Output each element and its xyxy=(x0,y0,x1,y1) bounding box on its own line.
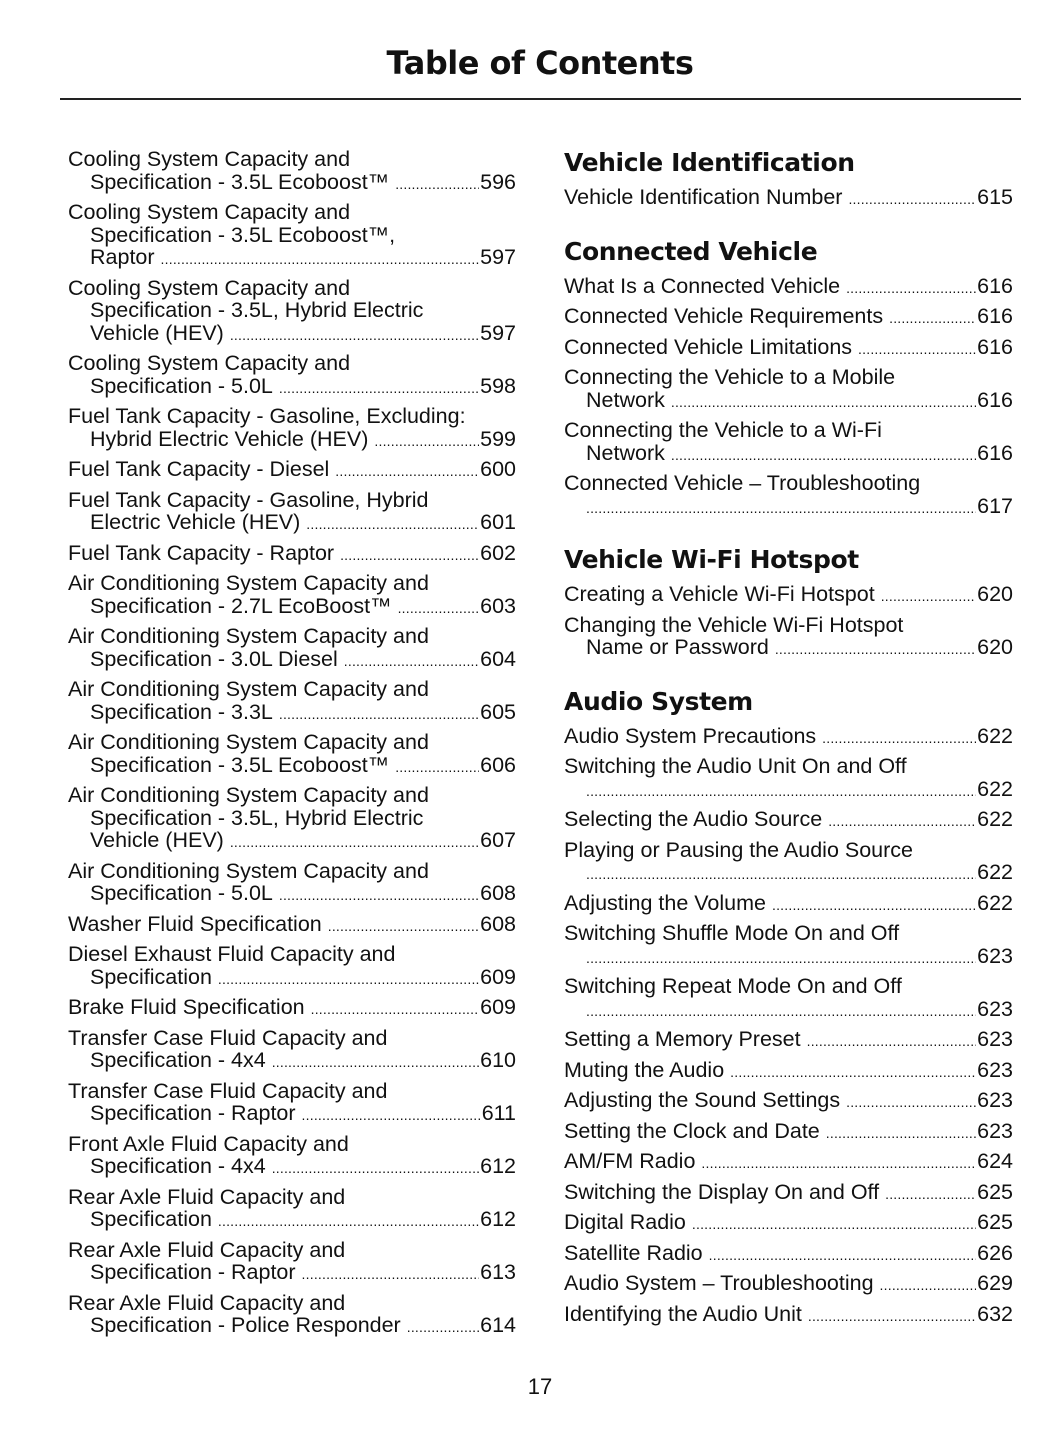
toc-entry[interactable] xyxy=(68,1133,516,1180)
toc-entry[interactable] xyxy=(564,1242,1013,1267)
dot-leader xyxy=(701,1150,976,1175)
toc-entry[interactable] xyxy=(564,366,1013,413)
toc-page-number: 622 xyxy=(977,890,1013,915)
toc-entry-text: Switching Shuffle Mode On and Off xyxy=(564,921,900,945)
toc-entry[interactable] xyxy=(68,1239,516,1286)
dot-leader xyxy=(279,701,479,726)
dot-leader xyxy=(161,246,480,271)
toc-entry-line xyxy=(564,442,1013,467)
toc-entry-line xyxy=(564,336,1013,361)
toc-entry-text: Specification - 5.0L xyxy=(90,881,273,905)
toc-entry[interactable] xyxy=(68,731,516,778)
toc-entry-line xyxy=(564,892,1013,917)
toc-page-number: 614 xyxy=(480,1313,516,1337)
toc-entry-line xyxy=(68,171,516,196)
dot-leader xyxy=(302,1102,481,1127)
toc-page-number: 622 xyxy=(977,860,1013,884)
toc-entry[interactable] xyxy=(564,1120,1013,1145)
page-number: 17 xyxy=(527,1374,553,1399)
toc-entry-line xyxy=(564,861,1013,886)
dot-leader xyxy=(822,725,976,750)
dot-leader xyxy=(335,458,479,483)
toc-page-number: 607 xyxy=(480,828,516,852)
dot-leader xyxy=(828,808,976,833)
toc-entry-line xyxy=(564,1242,1013,1267)
toc-entry-line xyxy=(68,542,516,567)
dot-leader xyxy=(272,1155,479,1180)
toc-entry[interactable] xyxy=(68,860,516,907)
toc-page-number: 611 xyxy=(481,1101,516,1125)
dot-leader xyxy=(218,1208,479,1233)
toc-entry-text: Switching the Display On and Off xyxy=(564,1179,880,1204)
toc-page-number: 626 xyxy=(977,1240,1013,1265)
toc-page-number: 609 xyxy=(480,964,516,989)
toc-entry-text: Cooling System Capacity and xyxy=(68,200,351,224)
toc-entry-text: Fuel Tank Capacity - Raptor xyxy=(68,540,335,565)
toc-entry-line xyxy=(68,458,516,483)
toc-entry-line xyxy=(564,725,1013,750)
toc-page-number: 598 xyxy=(480,373,516,398)
dot-leader xyxy=(340,542,479,567)
toc-entry[interactable] xyxy=(68,458,516,483)
section-heading: Connected Vehicle xyxy=(564,236,818,266)
toc-entry-text: Connected Vehicle – Troubleshooting xyxy=(564,471,921,495)
toc-entry-text: Rear Axle Fluid Capacity and xyxy=(68,1237,346,1262)
dot-leader xyxy=(772,892,976,917)
toc-entry[interactable] xyxy=(564,614,1013,661)
toc-entry-text: Selecting the Audio Source xyxy=(564,807,823,831)
toc-page-number: 597 xyxy=(480,320,516,345)
toc-entry[interactable] xyxy=(564,1059,1013,1084)
toc-entry-line xyxy=(68,322,516,347)
toc-entry-text: Identifying the Audio Unit xyxy=(564,1301,802,1326)
toc-entry-text: Specification xyxy=(90,964,212,989)
toc-page-number: 613 xyxy=(480,1260,516,1284)
toc-entry-line xyxy=(68,1049,516,1074)
toc-entry[interactable] xyxy=(68,784,516,854)
toc-entry[interactable] xyxy=(68,913,516,938)
toc-entry-text: Specification xyxy=(90,1207,212,1231)
toc-entry-text: Cooling System Capacity and xyxy=(68,275,351,300)
toc-entry-text: AM/FM Radio xyxy=(564,1149,696,1173)
section-heading: Vehicle Wi-Fi Hotspot xyxy=(564,545,859,574)
toc-entry-text: Adjusting the Sound Settings xyxy=(564,1088,841,1112)
dot-leader xyxy=(858,336,976,361)
toc-entry[interactable] xyxy=(564,755,1013,802)
toc-page-number: 620 xyxy=(977,635,1013,659)
toc-entry-line xyxy=(564,389,1013,414)
dot-leader xyxy=(302,1261,480,1286)
toc-page-number: 608 xyxy=(480,911,516,936)
toc-entry[interactable] xyxy=(564,1211,1013,1236)
dot-leader xyxy=(230,322,479,347)
toc-entry-text: Air Conditioning System Capacity and xyxy=(68,677,429,701)
toc-entry-line xyxy=(68,511,516,536)
toc-entry-text: Network xyxy=(586,387,665,412)
toc-entry[interactable] xyxy=(564,808,1013,833)
toc-entry[interactable] xyxy=(564,186,1013,211)
toc-entry[interactable] xyxy=(68,201,516,271)
dot-leader xyxy=(730,1059,976,1084)
dot-leader xyxy=(889,305,976,330)
toc-entry-line xyxy=(564,1211,1013,1236)
toc-entry-text: Specification - 3.5L Ecoboost™ xyxy=(90,752,390,777)
toc-entry-line xyxy=(564,1089,1013,1114)
dot-leader xyxy=(881,583,976,608)
dot-leader xyxy=(586,495,976,520)
toc-entry-text: Vehicle (HEV) xyxy=(90,828,224,852)
dot-leader xyxy=(279,375,479,400)
toc-entry-line xyxy=(68,966,516,991)
toc-entry-text: Cooling System Capacity and xyxy=(68,147,351,171)
toc-page-number: 622 xyxy=(977,807,1013,831)
dot-leader xyxy=(395,754,479,779)
toc-page-number: 616 xyxy=(977,440,1013,465)
toc-entry-text: Hybrid Electric Vehicle (HEV) xyxy=(90,426,369,451)
toc-page-number: 620 xyxy=(977,582,1013,606)
toc-entry-text: Transfer Case Fluid Capacity and xyxy=(68,1078,388,1103)
toc-page-number: 601 xyxy=(480,510,516,534)
toc-entry[interactable] xyxy=(68,678,516,725)
toc-entry-text: Fuel Tank Capacity - Gasoline, Excluding: xyxy=(68,404,466,428)
toc-page-number: 597 xyxy=(480,245,516,269)
dot-leader xyxy=(586,778,976,803)
toc-entry-text: Brake Fluid Specification xyxy=(68,995,305,1019)
toc-entry-line xyxy=(564,1150,1013,1175)
toc-entry-text: Diesel Exhaust Fluid Capacity and xyxy=(68,942,396,966)
toc-entry-text: Network xyxy=(586,440,665,465)
toc-entry-text: Digital Radio xyxy=(564,1210,686,1234)
toc-entry[interactable] xyxy=(68,1292,516,1339)
toc-entry-text: Specification - 4x4 xyxy=(90,1154,266,1178)
toc-page-number: 625 xyxy=(977,1210,1013,1234)
toc-entry[interactable] xyxy=(564,892,1013,917)
toc-entry-text: Transfer Case Fluid Capacity and xyxy=(68,1025,388,1050)
toc-entry-text: Specification - 3.5L Ecoboost™ xyxy=(90,169,390,194)
dot-leader xyxy=(395,171,479,196)
toc-entry-line xyxy=(564,1181,1013,1206)
toc-entry[interactable] xyxy=(68,352,516,399)
toc-entry-text: Air Conditioning System Capacity and xyxy=(68,624,429,648)
toc-entry[interactable] xyxy=(68,625,516,672)
toc-entry-text: Audio System – Troubleshooting xyxy=(564,1271,874,1295)
toc-entry-line xyxy=(564,495,1013,520)
toc-page-number: 616 xyxy=(977,273,1013,298)
toc-entry-line xyxy=(564,636,1013,661)
toc-entry-line xyxy=(564,1303,1013,1328)
dot-leader xyxy=(846,275,976,300)
dot-leader xyxy=(407,1314,479,1339)
toc-entry-text: Rear Axle Fluid Capacity and xyxy=(68,1290,346,1315)
toc-page-number: 606 xyxy=(480,752,516,777)
toc-entry-line xyxy=(564,808,1013,833)
toc-entry[interactable] xyxy=(564,336,1013,361)
toc-entry-text: Specification - 3.0L Diesel xyxy=(90,646,338,671)
toc-entry-line xyxy=(564,186,1013,211)
section-heading: Vehicle Identification xyxy=(564,148,855,177)
toc-page-number: 623 xyxy=(977,1057,1013,1082)
toc-entry[interactable] xyxy=(564,583,1013,608)
toc-entry-text: Air Conditioning System Capacity and xyxy=(68,571,429,595)
toc-entry-line xyxy=(68,375,516,400)
toc-page-number: 623 xyxy=(977,943,1013,968)
toc-entry-line xyxy=(68,1155,516,1180)
toc-entry[interactable] xyxy=(68,405,516,452)
toc-entry[interactable] xyxy=(564,1150,1013,1175)
toc-entry-text: Cooling System Capacity and xyxy=(68,351,351,375)
dot-leader xyxy=(279,882,479,907)
toc-entry[interactable] xyxy=(68,489,516,536)
toc-entry-line xyxy=(68,882,516,907)
toc-entry-line xyxy=(564,583,1013,608)
toc-entry-text: Creating a Vehicle Wi-Fi Hotspot xyxy=(564,582,875,606)
right-column xyxy=(564,148,1013,1333)
toc-page-number: 623 xyxy=(977,1118,1013,1143)
section-heading: Audio System xyxy=(564,686,753,716)
toc-entry-line xyxy=(68,648,516,673)
dot-leader xyxy=(586,945,976,970)
toc-entry[interactable] xyxy=(68,996,516,1021)
toc-entry-text: Adjusting the Volume xyxy=(564,890,766,915)
toc-entry-line xyxy=(68,913,516,938)
page-title: Table of Contents xyxy=(386,44,694,82)
toc-page-number: 617 xyxy=(977,493,1013,518)
dot-leader xyxy=(808,1303,976,1328)
toc-page-number: 600 xyxy=(480,457,516,481)
toc-entry-line xyxy=(564,1272,1013,1297)
dot-leader xyxy=(775,636,976,661)
toc-entry-text: Air Conditioning System Capacity and xyxy=(68,858,429,883)
toc-entry-text: Satellite Radio xyxy=(564,1240,703,1265)
toc-entry-text: Setting the Clock and Date xyxy=(564,1118,820,1143)
toc-entry-text: Connecting the Vehicle to a Wi-Fi xyxy=(564,418,882,442)
dot-leader xyxy=(885,1181,976,1206)
dot-leader xyxy=(586,861,976,886)
toc-page-number: 632 xyxy=(977,1301,1013,1326)
toc-entry[interactable] xyxy=(564,1181,1013,1206)
dot-leader xyxy=(709,1242,976,1267)
toc-entry-text: Muting the Audio xyxy=(564,1057,725,1082)
toc-page-number: 609 xyxy=(480,995,516,1019)
toc-entry-text: Specification - Police Responder xyxy=(90,1313,401,1337)
toc-entry-text: Connected Vehicle Limitations xyxy=(564,334,853,359)
toc-page-number: 612 xyxy=(480,1207,516,1231)
toc-entry-text: Playing or Pausing the Audio Source xyxy=(564,837,914,862)
toc-page-number: 608 xyxy=(480,881,516,905)
toc-entry-line xyxy=(68,1208,516,1233)
dot-leader xyxy=(846,1089,976,1114)
toc-entry[interactable] xyxy=(564,419,1013,466)
toc-entry-text: Specification - 3.3L xyxy=(90,699,273,724)
toc-entry[interactable] xyxy=(68,148,516,195)
toc-entry[interactable] xyxy=(564,1303,1013,1328)
left-column xyxy=(68,148,516,1345)
dot-leader xyxy=(671,389,976,414)
toc-entry-text: Changing the Vehicle Wi-Fi Hotspot xyxy=(564,612,904,637)
toc-entry[interactable] xyxy=(68,1186,516,1233)
toc-entry[interactable] xyxy=(68,277,516,347)
toc-entry-line xyxy=(68,595,516,620)
toc-entry-line xyxy=(68,1314,516,1339)
toc-entry[interactable] xyxy=(564,305,1013,330)
toc-entry-line xyxy=(564,1120,1013,1145)
toc-entry[interactable] xyxy=(564,1089,1013,1114)
toc-entry-line xyxy=(68,701,516,726)
toc-entry-text: Vehicle Identification Number xyxy=(564,185,843,209)
toc-entry-text: Specification - 3.5L, Hybrid Electric xyxy=(90,298,424,322)
toc-page-number: 616 xyxy=(977,334,1013,359)
toc-entry-line xyxy=(564,1059,1013,1084)
toc-entry[interactable] xyxy=(68,1080,516,1127)
toc-entry[interactable] xyxy=(68,1027,516,1074)
toc-entry-text: Air Conditioning System Capacity and xyxy=(68,730,429,754)
toc-entry-line xyxy=(68,428,516,453)
toc-entry[interactable] xyxy=(564,922,1013,969)
toc-entry[interactable] xyxy=(564,1028,1013,1053)
toc-entry-text: Connecting the Vehicle to a Mobile xyxy=(564,365,896,389)
toc-entry-line xyxy=(68,246,516,271)
toc-entry[interactable] xyxy=(68,572,516,619)
toc-entry-line xyxy=(564,1028,1013,1053)
toc-entry-line xyxy=(68,829,516,854)
toc-entry[interactable] xyxy=(564,275,1013,300)
toc-entry-text: Specification - 3.5L, Hybrid Electric xyxy=(90,805,424,830)
dot-leader xyxy=(344,648,479,673)
toc-entry-text: Specification - 5.0L xyxy=(90,373,273,398)
dot-leader xyxy=(218,966,479,991)
toc-entry-text: Switching the Audio Unit On and Off xyxy=(564,754,907,778)
toc-entry-line xyxy=(68,754,516,779)
dot-leader xyxy=(586,998,976,1023)
toc-entry[interactable] xyxy=(564,1272,1013,1297)
section-spacer xyxy=(564,525,1013,545)
toc-entry-line xyxy=(564,275,1013,300)
toc-entry-text: Switching Repeat Mode On and Off xyxy=(564,974,902,998)
dot-leader xyxy=(848,186,976,211)
toc-entry-text: Specification - 4x4 xyxy=(90,1048,266,1072)
dot-leader xyxy=(807,1028,977,1053)
dot-leader xyxy=(692,1211,976,1236)
toc-entry-text: What Is a Connected Vehicle xyxy=(564,273,841,298)
toc-page-number: 625 xyxy=(977,1179,1013,1204)
dot-leader xyxy=(328,913,479,938)
dot-leader xyxy=(374,428,479,453)
dot-leader xyxy=(880,1272,977,1297)
toc-page-number: 616 xyxy=(977,387,1013,412)
toc-page-number: 602 xyxy=(480,540,516,565)
dot-leader xyxy=(671,442,976,467)
toc-page-number: 624 xyxy=(977,1149,1013,1173)
toc-entry-text: Raptor xyxy=(90,245,155,269)
toc-entry-text: Fuel Tank Capacity - Diesel xyxy=(68,457,330,481)
section-spacer xyxy=(564,667,1013,687)
toc-page-number: 599 xyxy=(480,426,516,451)
dot-leader xyxy=(826,1120,976,1145)
toc-entry-text: Air Conditioning System Capacity and xyxy=(68,783,429,807)
toc-entry-line xyxy=(68,1102,516,1127)
toc-page-number: 616 xyxy=(977,304,1013,328)
dot-leader xyxy=(306,511,479,536)
toc-page-number: 622 xyxy=(977,776,1013,801)
toc-entry-line xyxy=(564,945,1013,970)
toc-page-number: 612 xyxy=(480,1154,516,1178)
toc-entry-line xyxy=(68,1261,516,1286)
toc-entry[interactable] xyxy=(564,725,1013,750)
toc-page-number: 610 xyxy=(480,1048,516,1072)
toc-page-number: 623 xyxy=(977,1088,1013,1112)
toc-entry[interactable] xyxy=(68,943,516,990)
toc-page-number: 615 xyxy=(977,185,1013,209)
toc-entry-text: Specification - Raptor xyxy=(90,1260,296,1284)
toc-entry-text: Front Axle Fluid Capacity and xyxy=(68,1131,349,1156)
dot-leader xyxy=(230,829,479,854)
toc-page-number: 605 xyxy=(480,699,516,724)
section-spacer xyxy=(564,217,1013,237)
toc-entry[interactable] xyxy=(564,472,1013,519)
toc-page-number: 603 xyxy=(480,593,516,618)
toc-entry-line xyxy=(564,998,1013,1023)
toc-entry-text: Fuel Tank Capacity - Gasoline, Hybrid xyxy=(68,487,429,512)
toc-page-number: 604 xyxy=(480,646,516,671)
toc-entry-text: Rear Axle Fluid Capacity and xyxy=(68,1184,346,1209)
toc-entry-text: Specification - Raptor xyxy=(90,1101,296,1125)
toc-entry[interactable] xyxy=(564,839,1013,886)
title-divider xyxy=(60,98,1021,100)
toc-entry-text: Washer Fluid Specification xyxy=(68,911,322,936)
toc-entry-text: Specification - 3.5L Ecoboost™, xyxy=(90,222,396,247)
toc-entry-text: Electric Vehicle (HEV) xyxy=(90,510,301,534)
toc-entry-text: Audio System Precautions xyxy=(564,723,817,748)
toc-entry-text: Setting a Memory Preset xyxy=(564,1027,801,1051)
toc-entry-line xyxy=(564,778,1013,803)
toc-entry-text: Specification - 2.7L EcoBoost™ xyxy=(90,593,392,618)
toc-page-number: 623 xyxy=(977,1027,1013,1051)
toc-page-number: 622 xyxy=(977,723,1013,748)
toc-entry-line xyxy=(68,996,516,1021)
dot-leader xyxy=(311,996,480,1021)
toc-entry[interactable] xyxy=(564,975,1013,1022)
toc-entry-line xyxy=(564,305,1013,330)
toc-entry[interactable] xyxy=(68,542,516,567)
toc-page-number: 629 xyxy=(977,1271,1013,1295)
toc-page-number: 623 xyxy=(977,996,1013,1021)
toc-page-number: 596 xyxy=(480,169,516,194)
dot-leader xyxy=(398,595,480,620)
toc-entry-text: Connected Vehicle Requirements xyxy=(564,304,884,328)
toc-entry-text: Name or Password xyxy=(586,635,769,659)
dot-leader xyxy=(272,1049,479,1074)
toc-entry-text: Vehicle (HEV) xyxy=(90,320,224,345)
